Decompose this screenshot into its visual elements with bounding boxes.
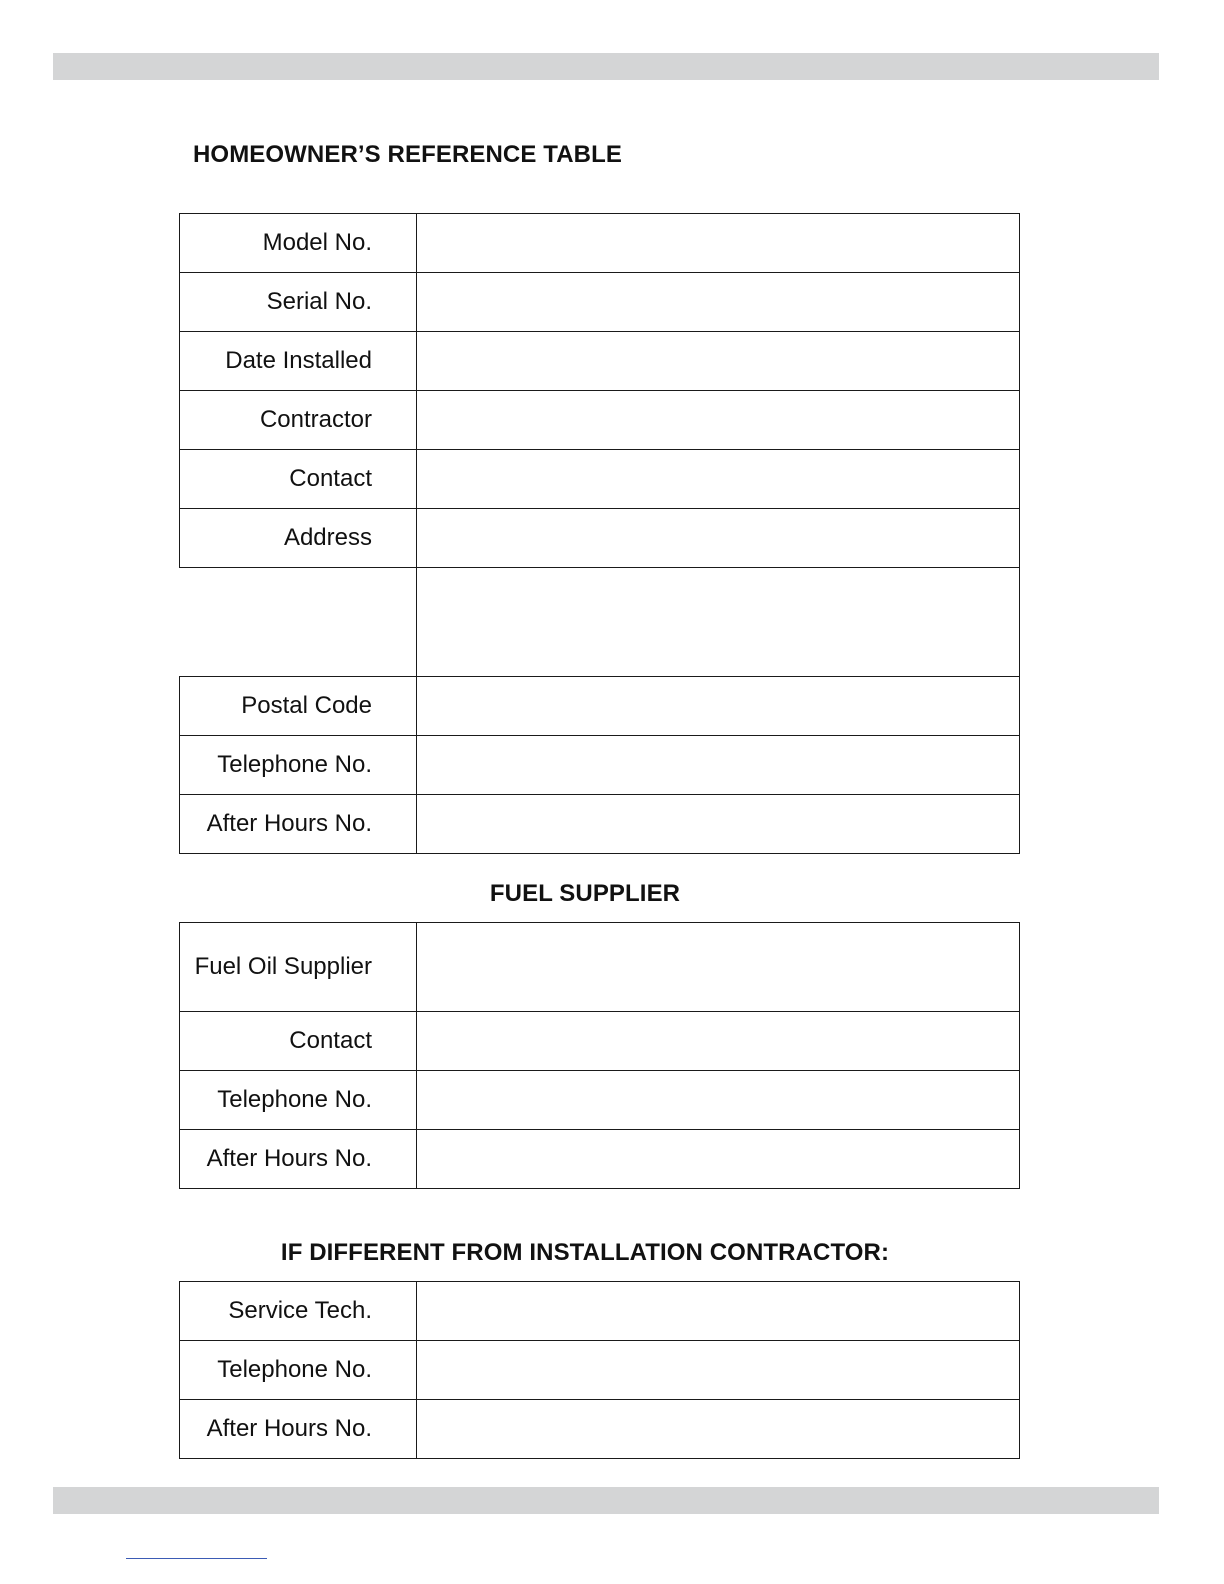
address-continued-field[interactable]: [417, 568, 1020, 677]
contractor-label: Contractor: [180, 391, 417, 450]
table-row: [180, 677, 1020, 736]
bottom-band: [53, 1487, 1159, 1514]
service-after-hours-no-field[interactable]: [417, 1400, 1020, 1459]
table-row: [180, 568, 1020, 677]
date-installed-field[interactable]: [417, 332, 1020, 391]
table-row: [180, 1012, 1020, 1071]
table-row: [180, 1282, 1020, 1341]
table-row: [180, 450, 1020, 509]
top-band: [53, 53, 1159, 80]
table-row: [180, 332, 1020, 391]
contact-label: Contact: [180, 450, 417, 509]
table-row: [180, 1130, 1020, 1189]
model-no-field[interactable]: [417, 214, 1020, 273]
fuel-contact-field[interactable]: [417, 1012, 1020, 1071]
page-title: HOMEOWNER’S REFERENCE TABLE: [193, 141, 622, 168]
fuel-telephone-no-field[interactable]: [417, 1071, 1020, 1130]
contact-field[interactable]: [417, 450, 1020, 509]
footer-link-underline[interactable]: [126, 1558, 267, 1559]
fuel-supplier-heading: FUEL SUPPLIER: [489, 880, 681, 907]
table-row: [180, 736, 1020, 795]
service-telephone-no-field[interactable]: [417, 1341, 1020, 1400]
fuel-oil-supplier-field[interactable]: [417, 923, 1020, 1012]
postal-code-field[interactable]: [417, 677, 1020, 736]
contractor-field[interactable]: [417, 391, 1020, 450]
serial-no-label: Serial No.: [180, 273, 417, 332]
service-after-hours-no-label: After Hours No.: [180, 1400, 417, 1459]
table-row: [180, 923, 1020, 1012]
telephone-no-label: Telephone No.: [180, 736, 417, 795]
fuel-telephone-no-label: Telephone No.: [180, 1071, 417, 1130]
telephone-no-field[interactable]: [417, 736, 1020, 795]
table-row: [180, 1071, 1020, 1130]
service-telephone-no-label: Telephone No.: [180, 1341, 417, 1400]
postal-code-label: Postal Code: [180, 677, 417, 736]
fuel-after-hours-no-field[interactable]: [417, 1130, 1020, 1189]
service-tech-label: Service Tech.: [180, 1282, 417, 1341]
service-tech-field[interactable]: [417, 1282, 1020, 1341]
address-continued-label: [180, 568, 417, 677]
reference-table: [179, 213, 1020, 854]
fuel-oil-supplier-label: Fuel Oil Supplier: [180, 923, 417, 1012]
address-label: Address: [180, 509, 417, 568]
table-row: [180, 214, 1020, 273]
fuel-contact-label: Contact: [180, 1012, 417, 1071]
table-row: [180, 509, 1020, 568]
table-row: [180, 391, 1020, 450]
after-hours-no-field[interactable]: [417, 795, 1020, 854]
table-row: [180, 273, 1020, 332]
fuel-after-hours-no-label: After Hours No.: [180, 1130, 417, 1189]
after-hours-no-label: After Hours No.: [180, 795, 417, 854]
model-no-label: Model No.: [180, 214, 417, 273]
date-installed-label: Date Installed: [180, 332, 417, 391]
table-row: [180, 795, 1020, 854]
service-heading: IF DIFFERENT FROM INSTALLATION CONTRACTOR:: [280, 1239, 890, 1266]
table-row: [180, 1341, 1020, 1400]
fuel-supplier-table: [179, 922, 1020, 1189]
service-table: [179, 1281, 1020, 1459]
table-row: [180, 1400, 1020, 1459]
address-field[interactable]: [417, 509, 1020, 568]
serial-no-field[interactable]: [417, 273, 1020, 332]
